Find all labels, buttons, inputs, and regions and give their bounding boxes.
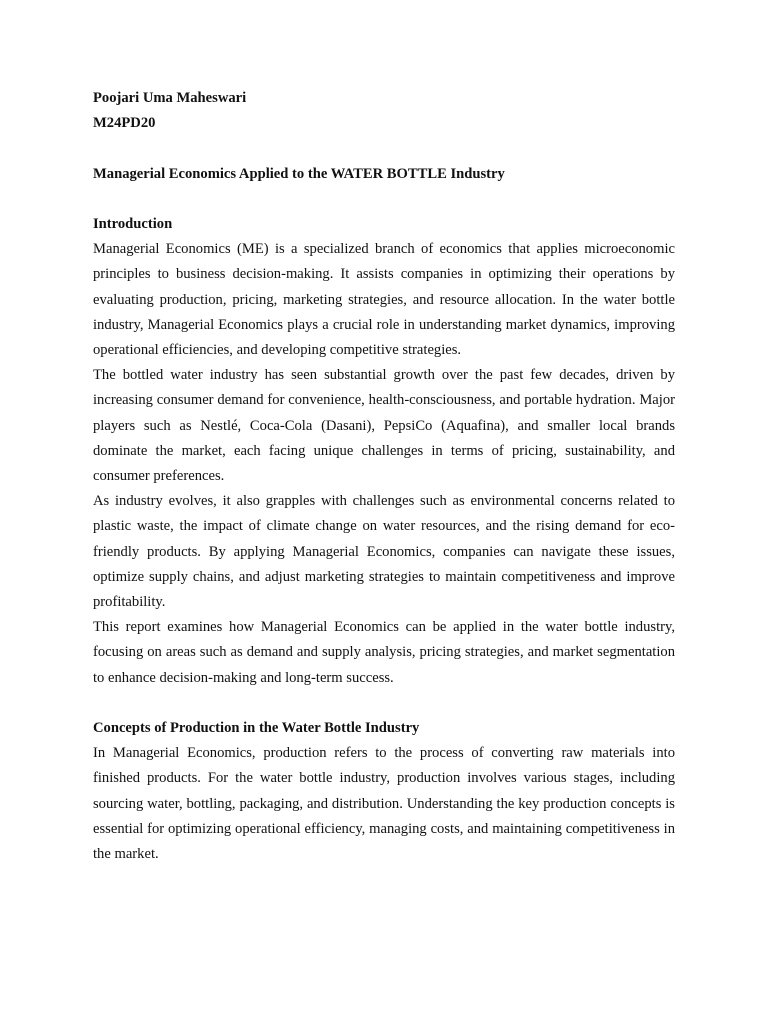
paragraph: In Managerial Economics, production refers to the process of converting raw materials into finished products. For the water bottle industry, production involves various stages, including sourcing water, bottling, packaging, and distribution. Understanding the key production concepts is essential for optimizing operational efficiency, managing costs, and maintaining competitiveness in the market. [93,745,675,863]
section-production [93,716,675,867]
paragraph: Managerial Economics (ME) is a specialized branch of economics that applies microeconomic principles to business decision-making. It assists companies in optimizing their operations by evaluating production, pricing, marketing strategies, and resource allocation. In the water bottle industry, Managerial Economics plays a crucial role in understanding market dynamics, improving operational efficiencies, and developing competitive strategies. [93,241,675,358]
section-introduction [93,212,675,691]
paragraph: The bottled water industry has seen substantial growth over the past few decades, driven by increasing consumer demand for convenience, health-consciousness, and portable hydration. Major players such as Nestlé, Coca-Cola (Dasani), PepsiCo (Aquafina), and smaller local brands dominate the market, each facing unique challenges in terms of pricing, sustainability, and consumer preferences. [93,367,675,485]
document-title: Managerial Economics Applied to the WATER BOTTLE Industry [93,165,505,182]
section-heading: Concepts of Production in the Water Bottle Industry [93,720,420,737]
author-name: Poojari Uma Maheswari [93,90,247,106]
section-heading: Introduction [93,215,173,232]
paragraph: As industry evolves, it also grapples with challenges such as environmental concerns related to plastic waste, the impact of climate change on water resources, and the rising demand for eco-friendly products. By applying Managerial Economics, companies can navigate these issues, optimize supply chains, and adjust marketing strategies to maintain competitiveness and improve profitability. [93,493,675,611]
paragraph: This report examines how Managerial Economics can be applied in the water bottle industry, focusing on areas such as demand and supply analysis, pricing strategies, and market segmentation to enhance decision-making and long-term success. [93,619,675,686]
document-page [93,86,675,867]
author-id: M24PD20 [93,115,156,132]
